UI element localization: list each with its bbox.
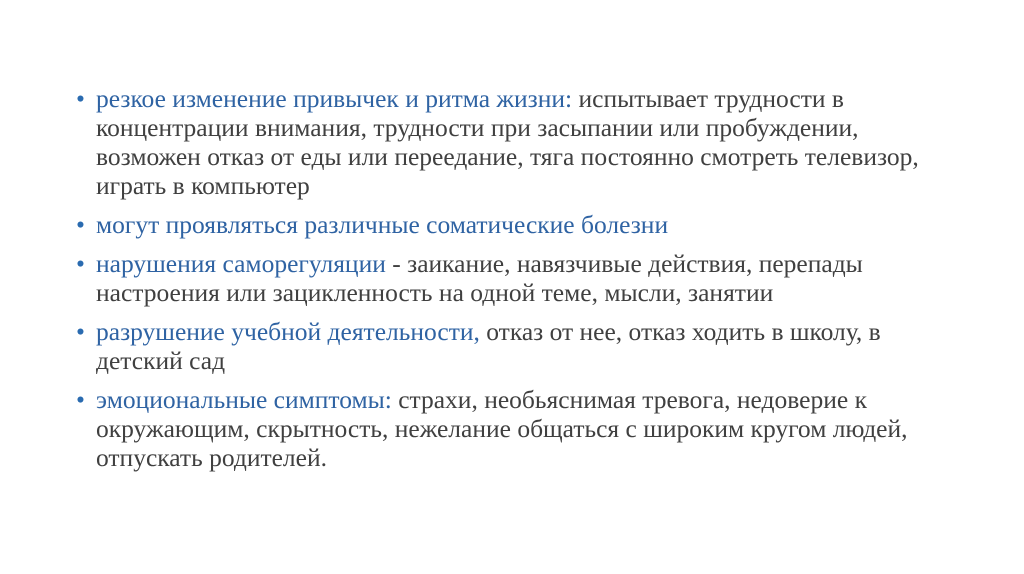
item-lead-text: эмоциональные симптомы: [96,385,392,414]
bullet-icon: • [76,84,85,113]
item-lead-text: нарушения саморегуляции [96,249,386,278]
item-lead-text: разрушение учебной деятельности, [96,317,480,346]
item-lead-text: могут проявляться различные соматические болезни [96,210,669,239]
item-rest-text: испытывает трудности в концентрации внимания, трудности при засыпании или пробуждении, возможен отказ от еды или переедание, тяга постоянно смотреть телевизор, играть в компьютер [96,84,919,200]
list-item-somatic [72,210,952,239]
bullet-icon: • [76,210,85,239]
item-lead-text: резкое изменение привычек и ритма жизни: [96,84,573,113]
list-item-self-regulation [72,249,952,307]
bullet-icon: • [76,317,85,346]
item-rest-text: страхи, необьяснимая тревога, недоверие к окружающим, скрытность, нежелание общаться с широким кругом людей, отпускать родителей. [96,385,908,472]
item-rest-text: отказ от нее, отказ ходить в школу, в детский сад [96,317,881,375]
list-item-emotional [72,385,952,472]
list-item-habits [72,84,952,200]
bullet-icon: • [76,249,85,278]
bullet-icon: • [76,385,85,414]
list-item-learning [72,317,952,375]
item-rest-text: - заикание, навязчивые действия, перепады настроения или зацикленность на одной теме, мысли, занятии [96,249,863,307]
bullet-list [72,84,952,482]
